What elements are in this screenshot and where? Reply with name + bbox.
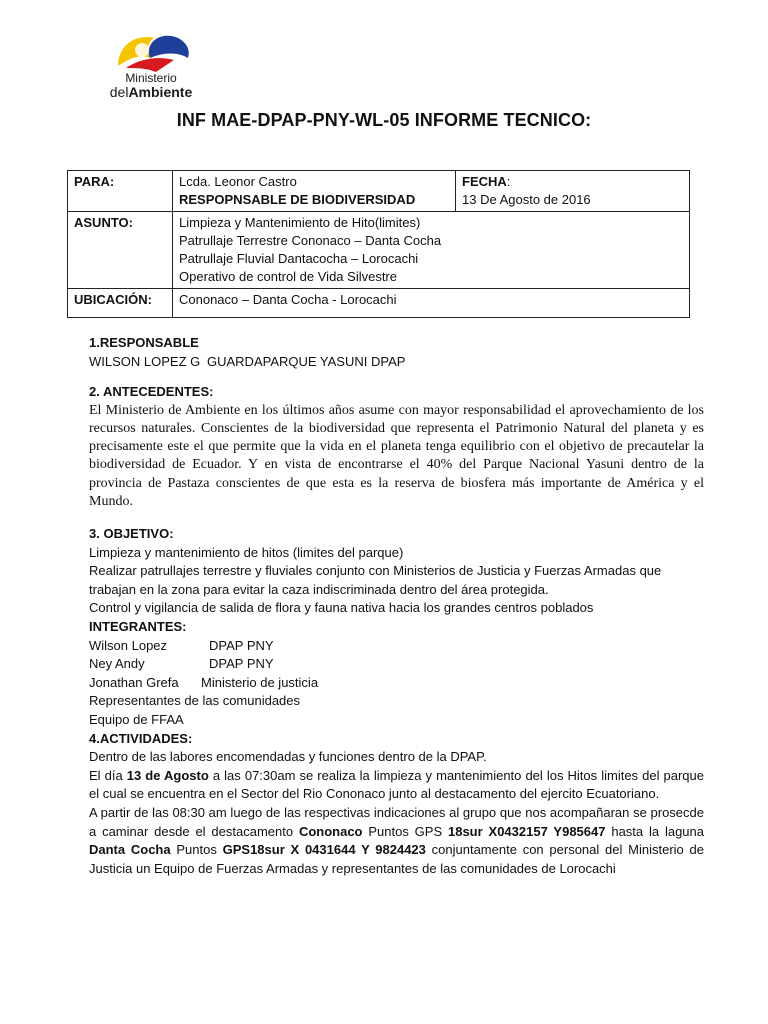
logo-line2: delAmbiente xyxy=(109,84,193,100)
integrante-extra: Equipo de FFAA xyxy=(89,711,184,727)
integrante-name: Wilson Lopez xyxy=(89,637,168,653)
responsable-name: WILSON LOPEZ G xyxy=(89,353,201,369)
logo-blue-shape xyxy=(149,36,189,58)
antecedentes-text: El Ministerio de Ambiente en los últimos años asume con mayor responsabilidad el aprovechamiento de los recursos naturales. Conscientes de la biodiversidad que representa el Patrimonio Natural del planeta y es precisamente este el que permite que la vida en el planeta tenga equilibrio con el objetivo de precautelar la biodiversidad de Ecuador. Y en vista de encontrarse el 40% del Parque Nacional Yasuni dentro de la provincia de Pastaza conscientes de que esta es la reserva de biosfera más importante de América y el Mundo. xyxy=(89,402,704,509)
para-value xyxy=(173,171,456,212)
actividades-intro: Dentro de las labores encomendadas y funciones dentro de la DPAP. xyxy=(89,749,487,765)
para-name: Lcda. Leonor Castro xyxy=(179,174,297,189)
header-table xyxy=(67,170,690,318)
objetivo-heading: 3. OBJETIVO: xyxy=(89,526,174,541)
integrante-row xyxy=(89,674,704,693)
integrante-row xyxy=(89,637,704,656)
objetivo-item: Limpieza y mantenimiento de hitos (limites del parque) xyxy=(89,544,404,560)
spacer xyxy=(89,371,704,383)
integrante-extra: Representantes de las comunidades xyxy=(89,693,301,709)
responsable-role: GUARDAPARQUE YASUNI DPAP xyxy=(207,353,406,369)
fecha-cell xyxy=(456,171,690,212)
ubicacion-row xyxy=(68,289,690,318)
objetivo-item: Realizar patrullajes terrestre y fluviales conjunto con Ministerios de Justicia y Fuerzas Armadas que trabajan en la zona para evitar la caza indiscriminada dentro del área protegida. xyxy=(89,563,662,597)
integrante-row xyxy=(89,655,704,674)
antecedentes-heading: 2. ANTECEDENTES: xyxy=(89,384,214,400)
asunto-line: Patrullaje Terrestre Cononaco – Danta Cocha xyxy=(179,233,442,248)
report-title: INF MAE-DPAP-PNY-WL-05 INFORME TECNICO: xyxy=(176,110,592,130)
integrantes-heading: INTEGRANTES: xyxy=(89,618,187,634)
logo-red-shape xyxy=(126,58,174,72)
ubicacion-label: UBICACIÓN: xyxy=(68,289,173,318)
integrante-org: Ministerio de justicia xyxy=(201,674,319,690)
responsable-line xyxy=(89,353,704,372)
actividades-paragraph-1: El día 13 de Agosto a las 07:30am se realiza la limpieza y mantenimiento del los Hitos limites del parque el cual se encuentra en el Sector del Rio Cononaco junto al destacamento del ejercito Ecuatoriano. xyxy=(89,767,704,802)
integrante-name: Jonathan Grefa xyxy=(89,674,179,690)
para-row xyxy=(68,171,690,212)
asunto-line: Operativo de control de Vida Silvestre xyxy=(179,269,397,284)
para-label: PARA: xyxy=(68,171,173,212)
logo-line1: Ministerio xyxy=(125,71,177,85)
objetivo-item: Control y vigilancia de salida de flora y fauna nativa hacia los grandes centros poblados xyxy=(89,600,594,616)
asunto-row xyxy=(68,212,690,289)
asunto-value xyxy=(173,212,690,289)
fecha-label-line: FECHA: xyxy=(462,174,511,189)
actividades-paragraph-2: A partir de las 08:30 am luego de las respectivas indicaciones al grupo que nos acompañaran se prosecde a caminar desde el destacamento Cononaco Puntos GPS 18sur X0432157 Y985647 hasta la laguna Danta Cocha Puntos GPS18sur X 0431644 Y 9824423 conjuntamente con personal del Ministerio de Justicia un Equipo de Fuerzas Armadas y representantes de las comunidades de Lorocachi xyxy=(89,804,704,876)
responsable-heading: 1.RESPONSABLE xyxy=(89,335,199,350)
logo-wordmark xyxy=(96,72,206,100)
fecha-label: FECHA xyxy=(462,174,507,189)
fecha-value: 13 De Agosto de 2016 xyxy=(462,192,591,207)
integrante-org: DPAP PNY xyxy=(209,637,274,653)
para-role: RESPOPNSABLE DE BIODIVERSIDAD xyxy=(179,192,416,207)
asunto-line: Limpieza y Mantenimiento de Hito(limites) xyxy=(179,215,421,230)
integrante-org: DPAP PNY xyxy=(209,656,274,672)
spacer xyxy=(89,511,704,525)
actividades-heading: 4.ACTIVIDADES: xyxy=(89,730,193,746)
ubicacion-value: Cononaco – Danta Cocha - Lorocachi xyxy=(173,289,690,318)
logo-sun-shape xyxy=(135,43,149,57)
report-body xyxy=(89,334,704,878)
integrante-name: Ney Andy xyxy=(89,656,145,672)
asunto-line: Patrullaje Fluvial Dantacocha – Lorocachi xyxy=(179,251,419,266)
asunto-label: ASUNTO: xyxy=(68,212,173,289)
